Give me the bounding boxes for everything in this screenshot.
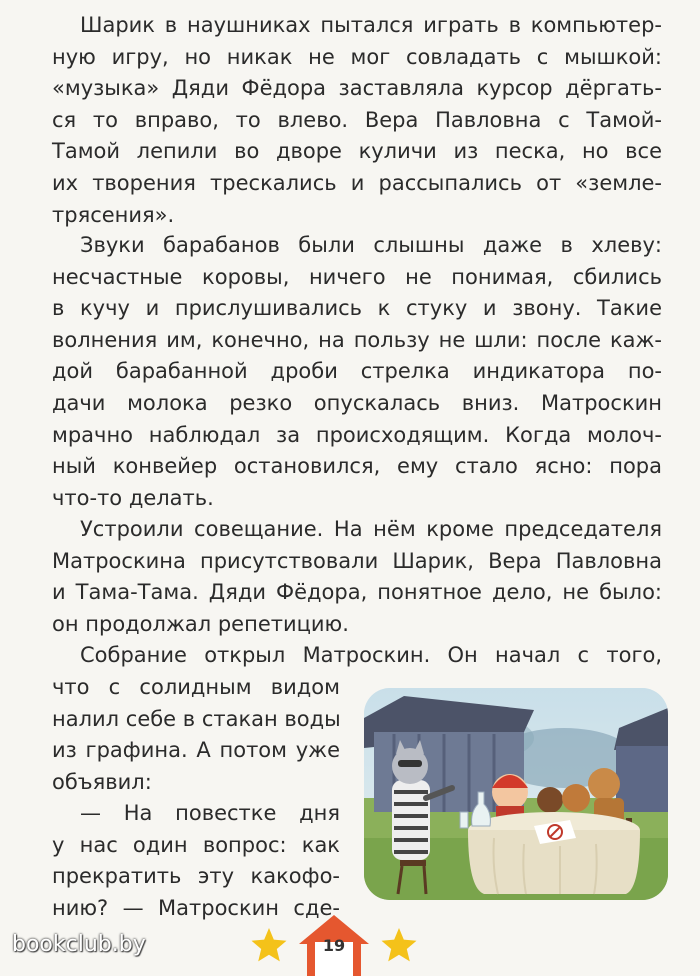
watermark: bookclub.by	[12, 932, 146, 957]
paragraph-4	[52, 640, 662, 672]
text-line: трясения».	[52, 202, 175, 227]
text-line: — На повестке дня	[80, 801, 340, 825]
paragraph-1	[52, 10, 662, 231]
text-line: у нас один вопрос: как	[52, 832, 340, 857]
text-line: из графина. А потом уже	[52, 738, 340, 763]
paragraph-2	[52, 230, 662, 514]
text-line: несчастные коровы, ничего не понимая, сбились	[52, 264, 662, 289]
text-line: волнения им, конечно, на пользу не шли: после каж-	[52, 327, 662, 352]
text-line: и Тама-Тама. Дяди Фёдора, понятное дело, не было:	[52, 580, 662, 605]
paragraph-4-wrapped	[52, 672, 340, 798]
star-icon	[250, 926, 288, 964]
text-line: что с солидным видом	[52, 675, 340, 699]
text-line: он продолжал репетицию.	[52, 611, 349, 636]
text-line: Шарик в наушниках пытался играть в компьютер-	[80, 13, 662, 37]
tea-party-scene	[364, 688, 668, 900]
text-line: в кучу и прислушивались к стуку и звону. Такие	[52, 296, 662, 321]
text-line: что-то делать.	[52, 485, 214, 510]
text-line: ный конвейер остановился, ему стало ясно: пора	[52, 454, 662, 479]
text-line: дачи молока резко опускалась вниз. Матроскин	[52, 390, 662, 415]
text-line: нию? — Матроскин сде-	[52, 895, 340, 920]
text-line: ся то вправо, то влево. Вера Павловна с Тамой-	[52, 107, 662, 132]
text-line: Матроскина присутствовали Шарик, Вера Павловна	[52, 548, 662, 573]
text-line: Звуки барабанов были слышны даже в хлеву:	[80, 233, 662, 257]
paragraph-5	[52, 798, 340, 924]
text-line: дой барабанной дроби стрелка индикатора по-	[52, 359, 662, 384]
text-line: мрачно наблюдал за происходящим. Когда молоч-	[52, 422, 662, 447]
paragraph-3	[52, 514, 662, 640]
page-number: 19	[322, 936, 346, 955]
star-icon	[380, 926, 418, 964]
cartoon-illustration	[364, 688, 668, 900]
text-line: объявил:	[52, 769, 152, 794]
text-line: Устроили совещание. На нём кроме председателя	[80, 517, 662, 541]
text-line: их творения трескались и рассыпались от «земле-	[52, 170, 662, 195]
text-line: прекратить эту какофо-	[52, 864, 340, 889]
text-line: налил себе в стакан воды	[52, 706, 341, 731]
text-line: «музыка» Дяди Фёдора заставляла курсор дёргать-	[52, 76, 662, 101]
text-line: Тамой лепили во дворе куличи из песка, но все	[52, 139, 662, 164]
text-line: ную игру, но никак не мог совладать с мышкой:	[52, 44, 662, 69]
text-line: Собрание открыл Матроскин. Он начал с того,	[80, 643, 662, 667]
